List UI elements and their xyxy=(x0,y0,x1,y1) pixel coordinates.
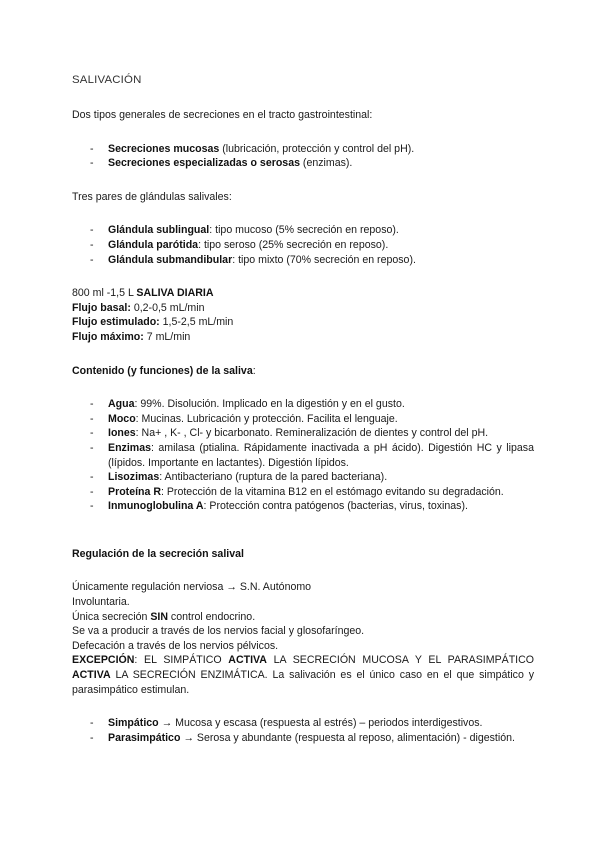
intro-glands: Tres pares de glándulas salivales: xyxy=(72,190,232,203)
list-item: - Proteína R: Protección de la vitamina B12 en el estómago evitando su degradación. xyxy=(90,485,504,498)
document-page xyxy=(72,73,534,745)
daily-saliva: 800 ml -1,5 L SALIVA DIARIA xyxy=(72,287,214,300)
regulation-line: Involuntaria. xyxy=(72,596,130,609)
glands-list xyxy=(72,223,534,267)
regulation-line: Defecación a través de los nervios pélvicos. xyxy=(72,639,279,652)
page-title: SALIVACIÓN xyxy=(72,74,142,86)
list-item: - Moco: Mucinas. Lubricación y protección. Facilita el lenguaje. xyxy=(90,412,398,425)
list-item: - Iones: Na+ , K- , Cl- y bicarbonato. Remineralización de dientes y control del pH. xyxy=(90,427,489,440)
list-item: - Lisozimas: Antibacteriano (ruptura de la pared bacteriana). xyxy=(90,471,388,484)
list-item: - Parasimpático → Serosa y abundante (respuesta al reposo, alimentación) - digestión. xyxy=(90,731,515,744)
systems-list xyxy=(72,716,534,745)
regulation-line: Únicamente regulación nerviosa → S.N. Autónomo xyxy=(72,581,312,594)
list-item: - Glándula submandibular: tipo mixto (70% secreción en reposo). xyxy=(90,253,416,266)
list-item: - Secreciones especializadas o serosas (enzimas). xyxy=(90,157,353,170)
regulation-line: Única secreción SIN control endocrino. xyxy=(72,610,256,623)
flow-stimulated: Flujo estimulado: 1,5-2,5 mL/min xyxy=(72,316,234,329)
flow-max: Flujo máximo: 7 mL/min xyxy=(72,330,191,343)
exception-paragraph: EXCEPCIÓN: EL SIMPÁTICO ACTIVA LA SECRECIÓN MUCOSA Y EL PARASIMPÁTICO ACTIVA LA SECRECIÓN ENZIMÁTICA. La salivación es el único caso en el que simpático y parasimpático estimulan. xyxy=(72,654,535,696)
regulation-line: Se va a producir a través de los nervios facial y glosofaríngeo. xyxy=(72,625,365,638)
list-item: - Secreciones mucosas (lubricación, protección y control del pH). xyxy=(90,142,415,155)
list-item: - Inmunoglobulina A: Protección contra patógenos (bacterias, virus, toxinas). xyxy=(90,500,468,513)
intro-secretions: Dos tipos generales de secreciones en el tracto gastrointestinal: xyxy=(72,109,373,121)
list-item: - Agua: 99%. Disolución. Implicado en la digestión y en el gusto. xyxy=(90,398,405,411)
content-heading: Contenido (y funciones) de la saliva: xyxy=(72,364,256,377)
list-item: - Glándula sublingual: tipo mucoso (5% secreción en reposo). xyxy=(90,224,399,237)
list-item: - Glándula parótida: tipo seroso (25% secreción en reposo). xyxy=(90,238,389,251)
list-item: - Enzimas: amilasa (ptialina. Rápidamente inactivada a pH ácido). Digestión HC y lipasa (lípidos. Importante en lactantes). Digestión lípidos. xyxy=(90,441,534,469)
list-item: - Simpático → Mucosa y escasa (respuesta al estrés) – periodos interdigestivos. xyxy=(90,717,483,730)
flow-basal: Flujo basal: 0,2-0,5 mL/min xyxy=(72,301,205,314)
secretions-list xyxy=(72,142,534,171)
regulation-heading: Regulación de la secreción salival xyxy=(72,547,244,560)
content-list xyxy=(72,397,534,514)
